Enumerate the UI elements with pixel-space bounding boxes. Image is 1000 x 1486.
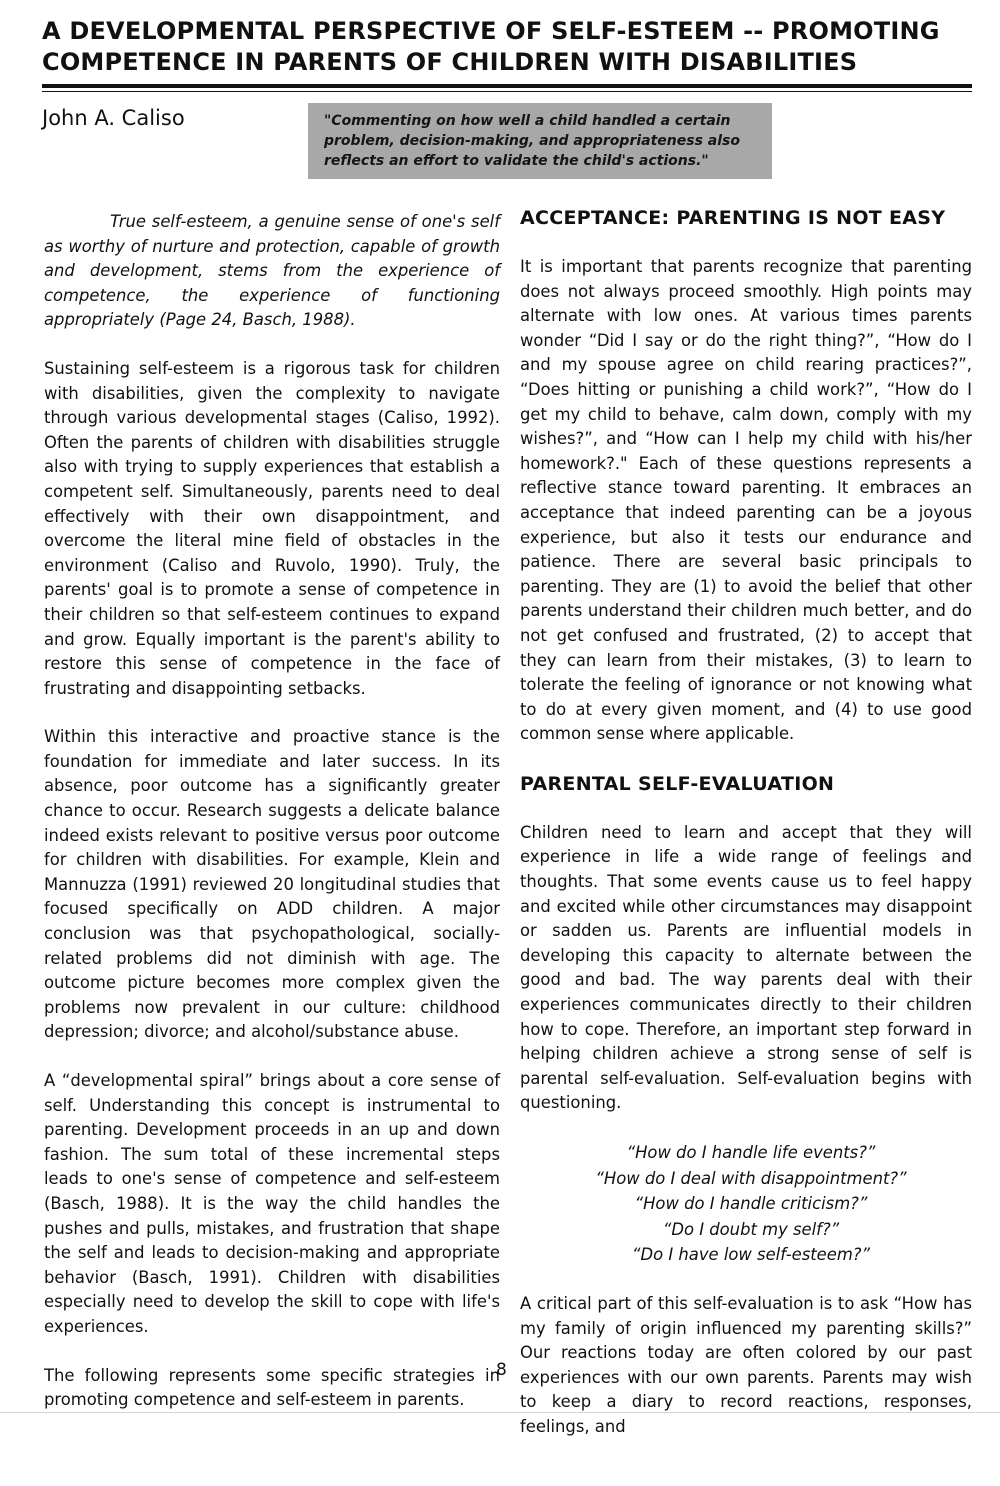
author-name: John A. Caliso — [42, 106, 185, 130]
title-rule-thick — [42, 84, 972, 88]
scan-edge-line — [0, 1412, 1000, 1413]
question-item: “How do I deal with disappointment?” — [595, 1168, 907, 1188]
body-paragraph: The following represents some specific strategies in promoting competence and self-esteem in parents. — [44, 1365, 500, 1410]
question-item: “How do I handle criticism?” — [634, 1194, 868, 1214]
body-paragraph: A “developmental spiral” brings about a core sense of self. Understanding this concept is instrumental to parenting. Development proceeds in an up and down fashion. The sum total of these incremental steps leads to one's sense of competence and self-esteem (Basch, 1988). It is the way the child handles the pushes and pulls, mistakes, and frustration that shape the self and leads to decision-making and appropriate behavior (Basch, 1991). Children with disabilities especially need to develop the skill to cope with life's experiences. — [44, 1071, 500, 1336]
question-list — [520, 1140, 972, 1268]
question-item: “How do I handle life events?” — [626, 1143, 876, 1162]
article-title: A DEVELOPMENTAL PERSPECTIVE OF SELF-ESTEEM -- PROMOTING COMPETENCE IN PARENTS OF CHILDREN WITH DISABILITIES — [42, 17, 940, 76]
body-paragraph: Sustaining self-esteem is a rigorous task for children with disabilities, given the complexity to navigate through various developmental stages (Caliso, 1992). Often the parents of children with disabilities struggle also with trying to supply experiences that establish a competent self. Simultaneously, parents need to deal effectively with their own disappointment, and overcome the literal mine field of obstacles in the environment (Caliso and Ruvolo, 1990). Truly, the parents' goal is to promote a sense of competence in their children so that self-esteem continues to expand and grow. Equally important is the parent's ability to restore this sense of competence in the face of frustrating and disappointing setbacks. — [44, 358, 500, 698]
page-number: 8 — [496, 1360, 507, 1380]
body-paragraph: A critical part of this self-evaluation is to ask “How has my family of origin influenced my parenting skills?” Our reactions today are often colored by our past experiences with our own parents. Parents may wish to keep a diary to record reactions, responses, feelings, and — [520, 1293, 972, 1436]
right-column — [520, 205, 972, 1440]
pull-quote: "Commenting on how well a child handled a certain problem, decision-making, and appropriateness also reflects an effort to validate the child's actions." — [308, 103, 772, 179]
question-item: “Do I doubt my self?” — [662, 1219, 840, 1239]
epigraph: True self-esteem, a genuine sense of one's self as worthy of nurture and protection, capable of growth and development, stems from the experience of competence, the experience of functioning appropriately (Page 24, Basch, 1988). — [44, 212, 500, 330]
title-rule-thin — [42, 91, 972, 92]
left-column — [44, 210, 500, 1413]
body-paragraph: Children need to learn and accept that they will experience in life a wide range of feelings and thoughts. That some events cause us to feel happy and excited while other circumstances may disappoint or sadden us. Parents are influential models in developing this capacity to alternate between the good and bad. The way parents deal with their experiences communicates directly to their children how to cope. Therefore, an important step forward in helping children achieve a strong sense of self is parental self-evaluation. Self-evaluation begins with questioning. — [520, 822, 972, 1113]
question-item: “Do I have low self-esteem?” — [632, 1245, 870, 1265]
body-paragraph: It is important that parents recognize that parenting does not always proceed smoothly. High points may alternate with low ones. At various times parents wonder “Did I say or do the right thing?”, “How do I and my spouse agree on child rearing practices?”, “Does hitting or punishing a child work?”, “How do I get my child to behave, calm down, comply with my wishes?”, and “How can I help my child with his/her homework?." Each of these questions represents a reflective stance toward parenting. It embraces an acceptance that indeed parenting can be a joyous experience, but also it tests our endurance and patience. There are several basic principals to parenting. They are (1) to avoid the belief that other parents understand their children much better, and do not get confused and frustrated, (2) to accept that they can learn from their mistakes, (3) to learn to tolerate the feeling of ignorance or not knowing what to do at every given moment, and (4) to use good common sense where applicable. — [520, 257, 972, 744]
section-heading-self-evaluation: PARENTAL SELF-EVALUATION — [520, 772, 835, 795]
section-heading-acceptance: ACCEPTANCE: PARENTING IS NOT EASY — [520, 207, 946, 229]
body-paragraph: Within this interactive and proactive stance is the foundation for immediate and later success. In its absence, poor outcome has a significantly greater chance to occur. Research suggests a delicate balance indeed exists relevant to positive versus poor outcome for children with disabilities. For example, Klein and Mannuzza (1991) reviewed 20 longitudinal studies that focused specifically on ADD children. A major conclusion was that psychopathological, socially-related problems did not diminish with age. The outcome picture becomes more complex given the problems now prevalent in our culture: childhood depression; divorce; and alcohol/substance abuse. — [44, 727, 500, 1042]
